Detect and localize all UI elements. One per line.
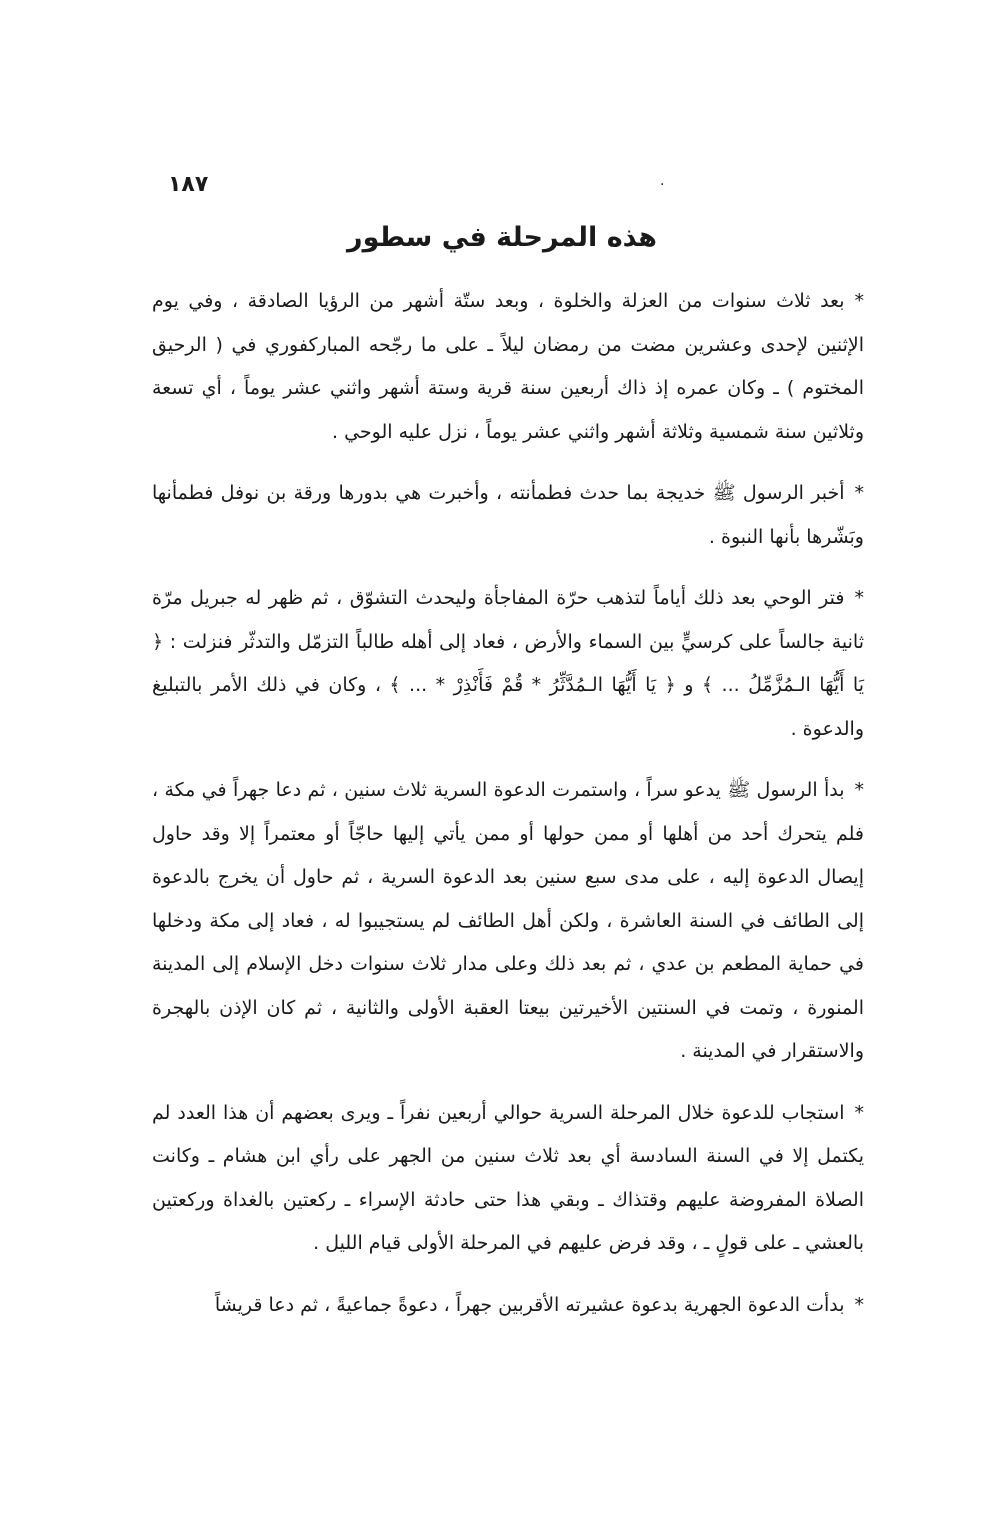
bullet-star: * <box>854 482 864 504</box>
paragraph <box>152 769 864 1074</box>
bullet-star: * <box>854 779 864 801</box>
bullet-star: * <box>854 1101 864 1124</box>
body-text <box>152 280 864 1345</box>
paragraph-text: استجاب للدعوة خلال المرحلة السرية حوالي أربعين نفراً ـ ويرى بعضهم أن هذا العدد لم يكتمل إلا في السنة السادسة أي بعد ثلاث سنين من الجهر على رأي ابن هشام ـ وكانت الصلاة المفروضة عليهم وقتذاك ـ وبقي هذا حتى حادثة الإسراء ـ ركعتين بالغداة وركعتين بالعشي ـ على قولٍ ـ ، وقد فرض عليهم في المرحلة الأولى قيام الليل . <box>152 1101 864 1254</box>
section-title: هذه المرحلة في سطور <box>347 222 657 253</box>
paragraph-text: بدأت الدعوة الجهرية بدعوة عشيرته الأقربين جهراً ، دعوةً جماعيةً ، ثم دعا قريشاً <box>214 1293 845 1316</box>
paragraph-text: فتر الوحي بعد ذلك أياماً لتذهب حرّة المفاجأة وليحدث التشوّق ، ثم ظهر له جبريل مرّة ثانية جالساً على كرسيٍّ بين السماء والأرض ، فعاد إلى أهله طالباً التزمّل والتدثّر فنزلت : ﴿ يَا أَيُّهَا الـمُزَّمِّلُ ... ﴾ و ﴿ يَا أَيُّهَا الـمُدَّثِّرُ * قُمْ فَأَنْذِرْ * ... ﴾ ، وكان في ذلك الأمر بالتبليغ والدعوة . <box>152 587 864 740</box>
paragraph <box>152 472 864 559</box>
bullet-star: * <box>854 1293 864 1316</box>
paragraph-text: بعد ثلاث سنوات من العزلة والخلوة ، وبعد ستّة أشهر من الرؤيا الصادقة ، وفي يوم الإثنين لإحدى وعشرين مضت من رمضان ليلاً ـ على ما رجّحه المباركفوري في ( الرحيق المختوم ) ـ وكان عمره إذ ذاك أربعين سنة قرية وستة أشهر واثني عشر يوماً ، أي تسعة وثلاثين سنة شمسية وثلاثة أشهر واثني عشر يوماً ، نزل عليه الوحي . <box>152 290 864 443</box>
bullet-star: * <box>854 587 864 609</box>
paragraph <box>152 280 864 454</box>
paragraph <box>152 1092 864 1266</box>
bullet-star: * <box>854 290 864 312</box>
paragraph <box>152 1284 864 1328</box>
page-number: ١٨٧ <box>168 172 209 197</box>
paragraph <box>152 577 864 751</box>
dot-mark: . <box>660 173 665 189</box>
paragraph-text: بدأ الرسول ﷺ يدعو سراً ، واستمرت الدعوة السرية ثلاث سنين ، ثم دعا جهراً في مكة ، فلم يتحرك أحد من أهلها أو ممن حولها أو ممن يأتي إليها حاجّاً أو معتمراً إلا وقد حاول إيصال الدعوة إليه ، على مدى سبع سنين بعد الدعوة السرية ، ثم حاول أن يخرج بالدعوة إلى الطائف في السنة العاشرة ، ولكن أهل الطائف لم يستجيبوا له ، فعاد إلى مكة ودخلها في حماية المطعم بن عدي ، ثم بعد ذلك وعلى مدار ثلاث سنوات دخل الإسلام إلى المدينة المنورة ، وتمت في السنتين الأخيرتين بيعتا العقبة الأولى والثانية ، ثم كان الإذن بالهجرة والاستقرار في المدينة . <box>152 779 864 1062</box>
paragraph-text: أخبر الرسول ﷺ خديجة بما حدث فطمأنته ، وأخبرت هي بدورها ورقة بن نوفل فطمأنها وبَشّرها بأنها النبوة . <box>152 482 864 548</box>
